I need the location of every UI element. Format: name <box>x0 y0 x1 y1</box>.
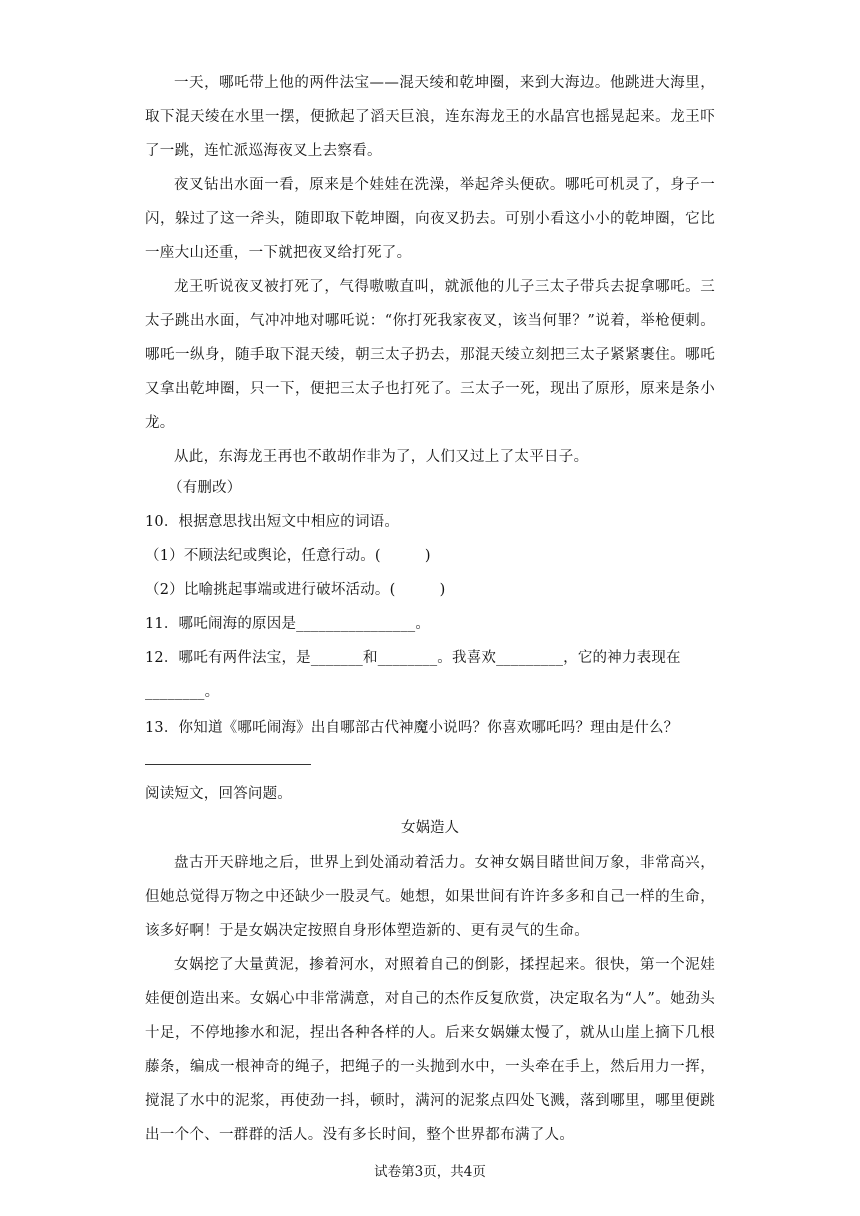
passage-paragraph-2: 夜叉钻出水面一看，原来是个娃娃在洗澡，举起斧头便砍。哪吒可机灵了，身子一闪，躲过了这一斧头，随即取下乾坤圈，向夜叉扔去。可别小看这小小的乾坤圈，它比一座大山还重，一下就把夜叉给打死了。 <box>145 177 715 261</box>
reading-instruction: 阅读短文，回答问题。 <box>145 786 292 802</box>
nvwa-paragraph-1: 盘古开天辟地之后，世界上到处涌动着活力。女神女娲目睹世间万象，非常高兴，但她总觉得万物之中还缺少一股灵气。她想，如果世间有许许多多和自己一样的生命，该多好啊！于是女娲决定按照自身形体塑造新的、更有灵气的生命。 <box>145 855 715 939</box>
passage-paragraph-3: 龙王听说夜叉被打死了，气得嗷嗷直叫，就派他的儿子三太子带兵去捉拿哪吒。三太子跳出水面，气冲冲地对哪吒说：“你打死我家夜叉，该当何罪？”说着，举枪便刺。哪吒一纵身，随手取下混天绫，朝三太子扔去，那混天绫立刻把三太子紧紧裹住。哪吒又拿出乾坤圈，只一下，便把三太子也打死了。三太子一死，现出了原形，原来是条小龙。 <box>145 279 715 431</box>
question-10-2: （2）比喻挑起事端或进行破坏活动。( ) <box>145 582 446 598</box>
passage-paragraph-4: 从此，东海龙王再也不敢胡作非为了，人们又过上了太平日子。 <box>174 449 589 465</box>
question-11: 11．哪吒闹海的原因是________________。 <box>145 616 431 632</box>
page-footer: 试卷第3页，共4页 <box>374 1164 486 1180</box>
passage-paragraph-1: 一天，哪吒带上他的两件法宝——混天绫和乾坤圈，来到大海边。他跳进大海里，取下混天绫在水里一摆，便掀起了滔天巨浪，连东海龙王的水晶宫也摇晃起来。龙王吓了一跳，连忙派巡海夜叉上去察看。 <box>145 75 715 159</box>
question-10-1: （1）不顾法纪或舆论，任意行动。( ) <box>145 548 431 564</box>
nvwa-paragraph-2: 女娲挖了大量黄泥，掺着河水，对照着自己的倒影，揉捏起来。很快，第一个泥娃娃便创造出来。女娲心中非常满意，对自己的杰作反复欣赏，决定取名为“人”。她劲头十足，不停地掺水和泥，捏出各种各样的人。后来女娲嫌太慢了，就从山崖上摘下几根藤条，编成一根神奇的绳子，把绳子的一头抛到水中，一头牵在手上，然后用力一挥，搅混了水中的泥浆，再使劲一抖，顿时，满河的泥浆点四处飞溅，落到哪里，哪里便跳出一个个、一群群的活人。没有多长时间，整个世界都布满了人。 <box>145 957 715 1143</box>
passage-title: 女娲造人 <box>401 820 459 836</box>
question-10: 10．根据意思找出短文中相应的词语。 <box>145 514 400 530</box>
edit-note: （有删改） <box>168 480 242 496</box>
question-13: 13．你知道《哪吒闹海》出自哪部古代神魔小说吗？你喜欢哪吒吗？理由是什么？ <box>145 720 679 736</box>
question-12-continued: ________。 <box>145 684 220 700</box>
answer-blank-line <box>145 764 311 765</box>
question-12: 12．哪吒有两件法宝，是_______和________。我喜欢_________，它的神力表现在 <box>145 650 681 666</box>
